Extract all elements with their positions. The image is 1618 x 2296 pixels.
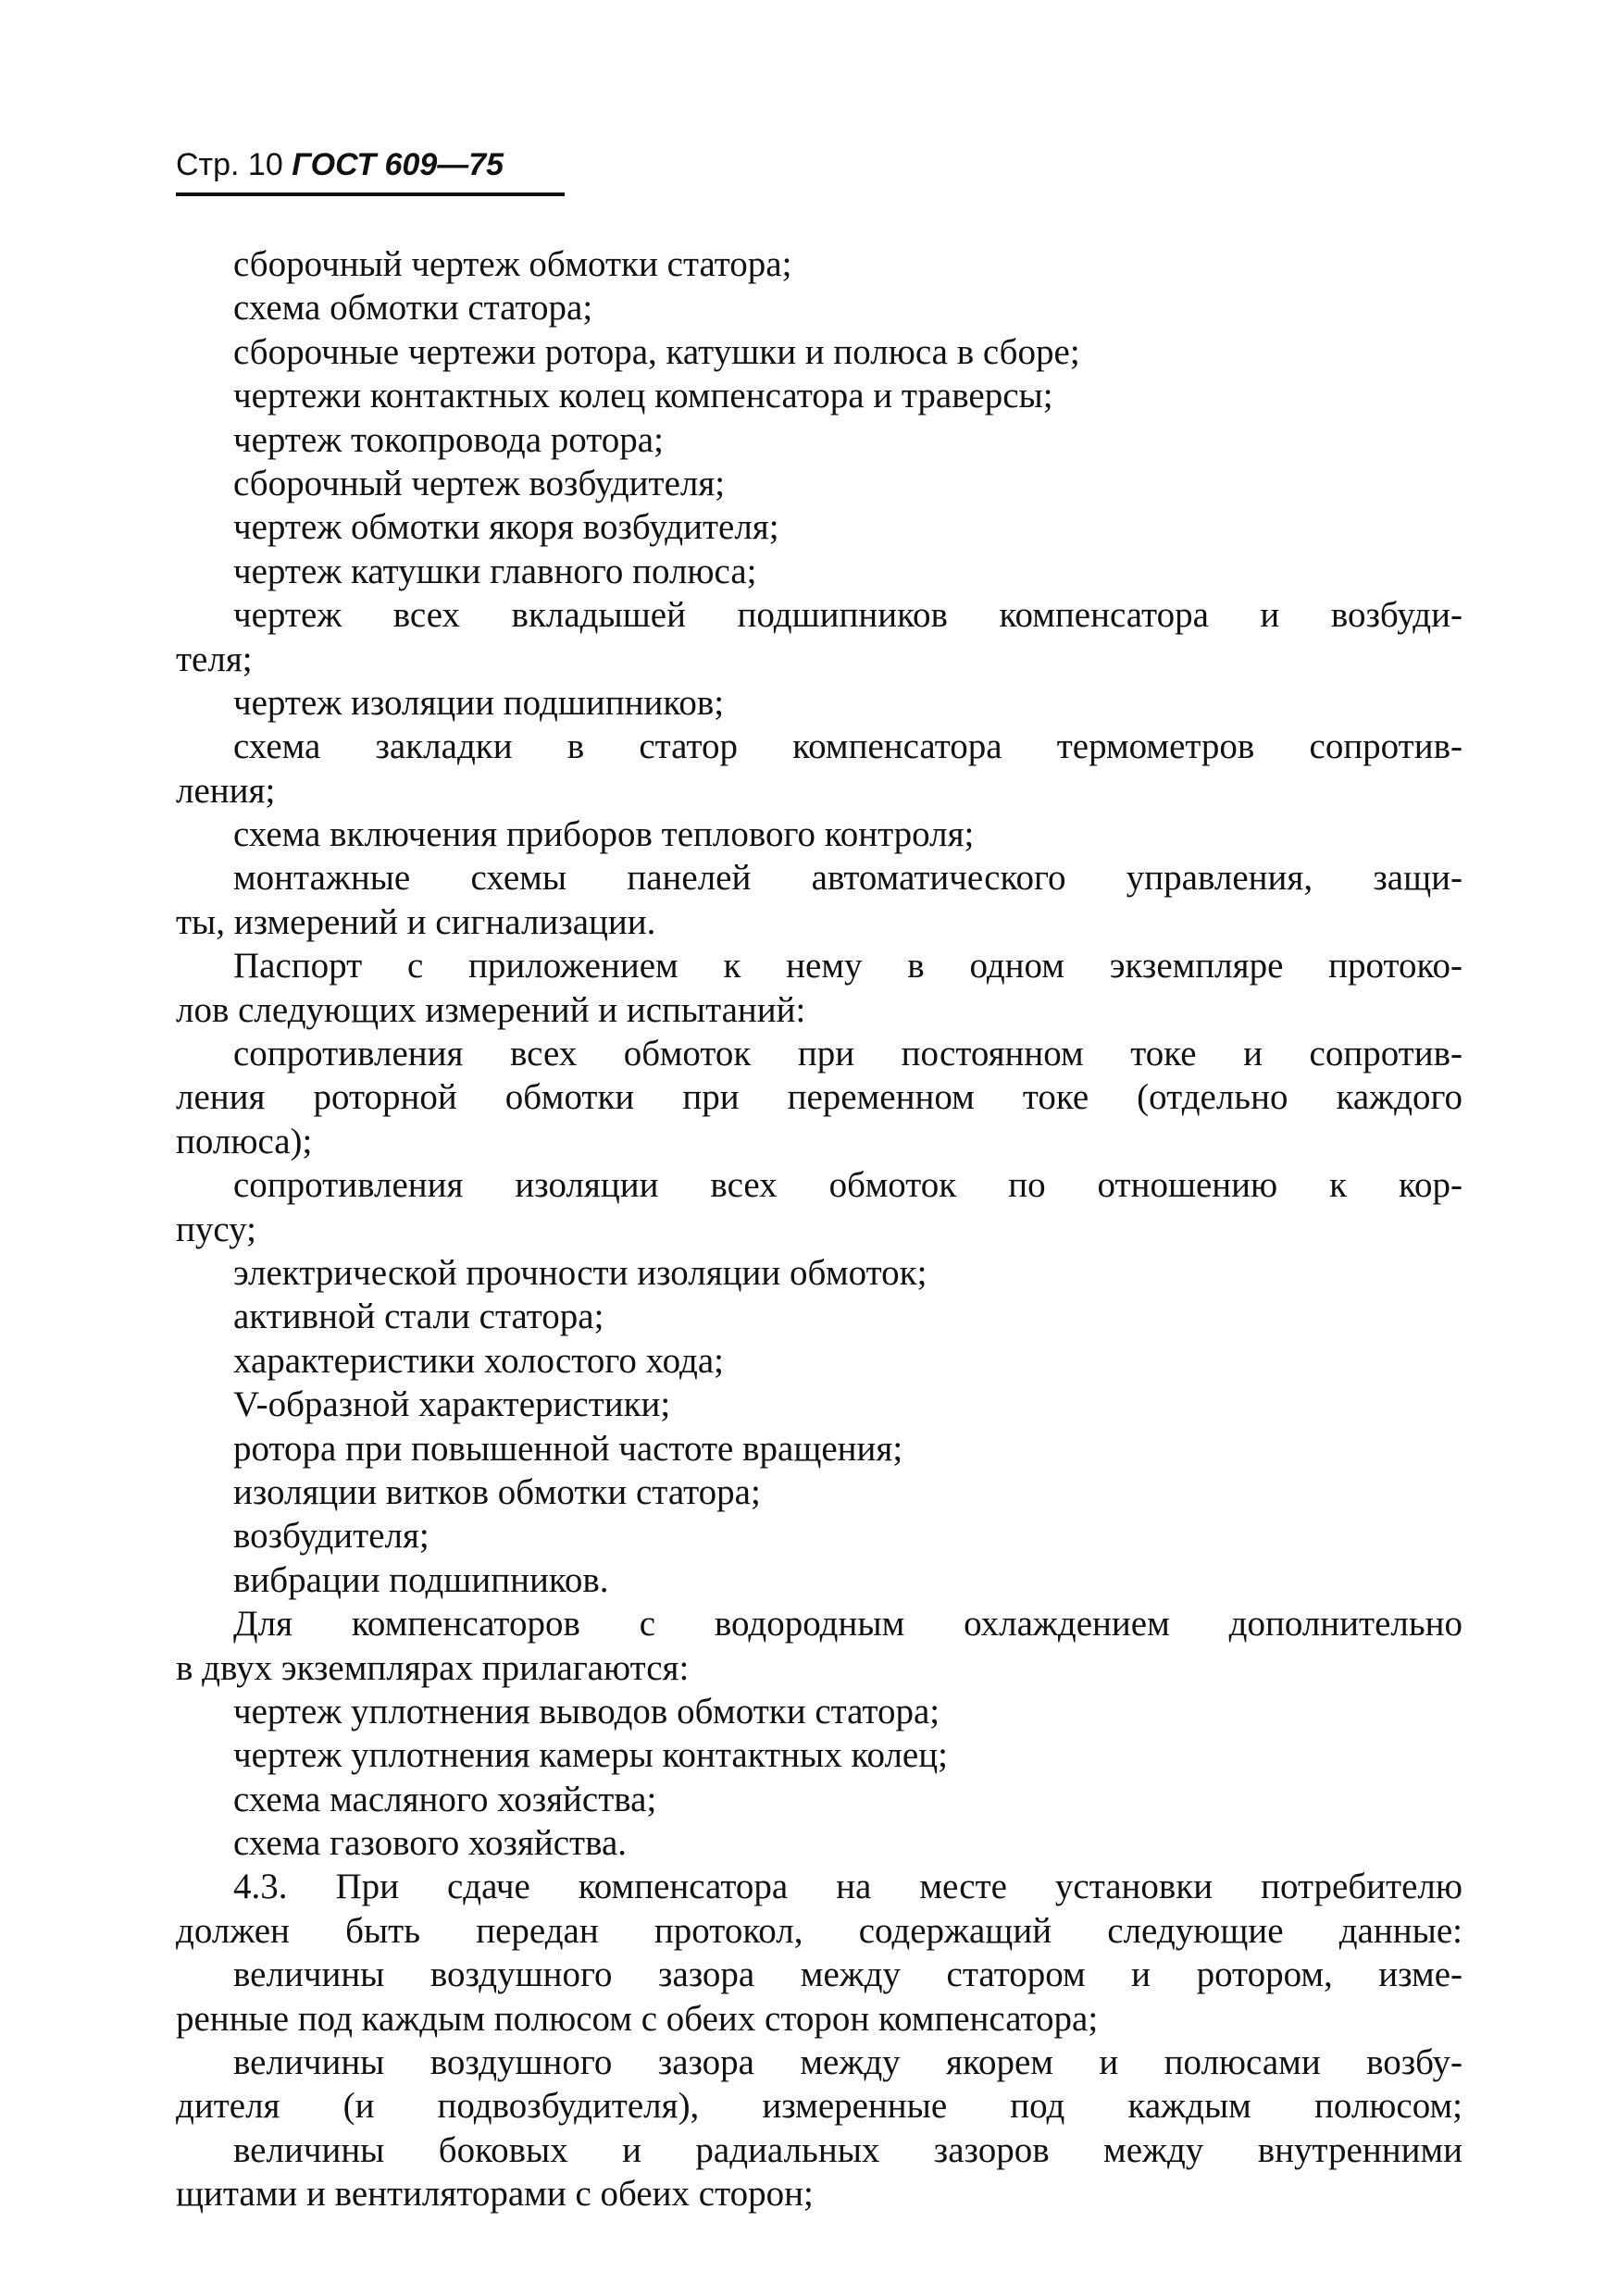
text-line: величины воздушного зазора между якорем и полюсами возбу- (233, 2042, 1462, 2083)
standard-code: ГОСТ 609—75 (292, 147, 504, 182)
text-line: схема включения приборов теплового контроля; (233, 814, 975, 855)
text-line: ления; (176, 770, 276, 811)
text-line: монтажные схемы панелей автоматического управления, защи- (233, 858, 1462, 899)
text-line: чертежи контактных колец компенсатора и траверсы; (233, 376, 1053, 416)
text-line: величины воздушного зазора между статором и ротором, изме- (233, 1955, 1462, 1995)
text-line: сборочные чертежи ротора, катушки и полюса в сборе; (233, 331, 1080, 372)
text-line: схема газового хозяйства. (233, 1823, 628, 1864)
text-line: ления роторной обмотки при переменном токе (отдельно каждого (176, 1077, 1462, 1118)
text-line: возбудителя; (233, 1516, 429, 1557)
text-line: схема закладки в статор компенсатора термометров сопротив- (233, 726, 1462, 767)
text-line: пусу; (176, 1209, 256, 1249)
header-rule (176, 192, 565, 196)
page-number: Стр. 10 (176, 147, 283, 182)
text-line: ты, измерений и сигнализации. (176, 901, 656, 942)
text-line: ренные под каждым полюсом с обеих сторон компенсатора; (176, 1998, 1099, 2039)
text-line: активной стали статора; (233, 1297, 604, 1337)
text-line: вибрации подшипников. (233, 1559, 609, 1600)
text-line: чертеж уплотнения выводов обмотки статора; (233, 1691, 940, 1731)
text-line: сборочный чертеж возбудителя; (233, 463, 726, 503)
text-line: дителя (и подвозбудителя), измеренные под каждым полюсом; (176, 2086, 1462, 2127)
text-line: Паспорт с приложением к нему в одном экземпляре протоко- (233, 946, 1462, 987)
text-line: должен быть передан протокол, содержащий следующие данные: (176, 1910, 1462, 1951)
text-line: схема масляного хозяйства; (233, 1779, 657, 1819)
text-line: чертеж уплотнения камеры контактных колец; (233, 1735, 948, 1776)
text-line: величины боковых и радиальных зазоров между внутренними (233, 2129, 1462, 2170)
text-line: чертеж токопровода ротора; (233, 419, 664, 460)
text-line: 4.3. При сдаче компенсатора на месте установки потребителю (233, 1867, 1462, 1907)
text-line: сопротивления изоляции всех обмоток по отношению к кор- (233, 1165, 1462, 1206)
text-line: полюса); (176, 1121, 313, 1161)
text-line: сопротивления всех обмоток при постоянном токе и сопротив- (233, 1034, 1462, 1074)
text-line: чертеж всех вкладышей подшипников компенсатора и возбуди- (233, 595, 1462, 636)
body-text (176, 242, 1462, 2216)
text-line: V-образной характеристики; (233, 1384, 671, 1425)
text-line: характеристики холостого хода; (233, 1340, 724, 1381)
page-header (176, 146, 565, 183)
text-line: схема обмотки статора; (233, 288, 593, 329)
text-line: электрической прочности изоляции обмоток; (233, 1252, 927, 1293)
text-line: чертеж изоляции подшипников; (233, 682, 725, 723)
text-line: в двух экземплярах прилагаются: (176, 1647, 690, 1688)
text-line: теля; (176, 639, 253, 679)
text-line: лов следующих измерений и испытаний: (176, 989, 806, 1030)
text-line: изоляции витков обмотки статора; (233, 1471, 761, 1512)
text-line: чертеж катушки главного полюса; (233, 551, 757, 591)
text-line: сборочный чертеж обмотки статора; (233, 244, 792, 284)
text-line: щитами и вентиляторами с обеих сторон; (176, 2174, 814, 2215)
text-line: ротора при повышенной частоте вращения; (233, 1428, 903, 1469)
text-line: Для компенсаторов с водородным охлаждением дополнительно (233, 1604, 1462, 1644)
text-line: чертеж обмотки якоря возбудителя; (233, 507, 779, 548)
